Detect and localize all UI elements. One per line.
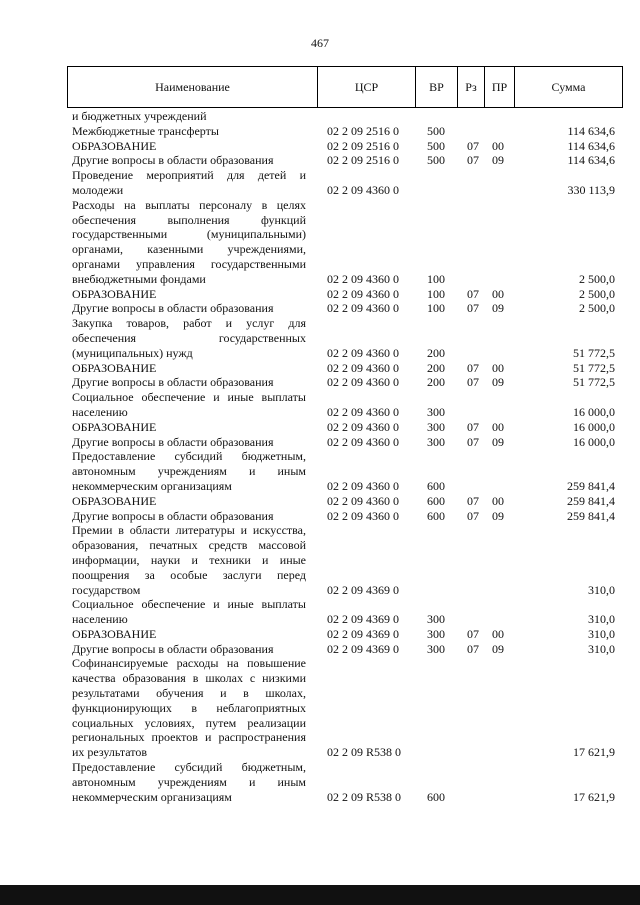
row-vr: 600 <box>427 493 445 508</box>
row-rz: 07 <box>467 419 479 434</box>
row-rz: 07 <box>467 434 479 449</box>
row-vr: 500 <box>427 138 445 153</box>
row-sum: 330 113,9 <box>567 182 615 197</box>
row-sum: 114 634,6 <box>567 138 615 153</box>
row-name: Другие вопросы в области образования <box>72 153 274 168</box>
table-row <box>0 287 640 302</box>
row-sum: 259 841,4 <box>567 508 615 523</box>
row-sum: 2 500,0 <box>579 301 615 316</box>
row-csr: 02 2 09 4360 0 <box>327 493 399 508</box>
row-pr: 09 <box>492 508 504 523</box>
row-sum: 17 621,9 <box>573 789 615 804</box>
row-csr: 02 2 09 4369 0 <box>327 626 399 641</box>
row-sum: 51 772,5 <box>573 375 615 390</box>
table-row <box>0 316 640 360</box>
row-pr: 09 <box>492 375 504 390</box>
row-csr: 02 2 09 4360 0 <box>327 508 399 523</box>
row-vr: 200 <box>427 375 445 390</box>
row-csr: 02 2 09 4360 0 <box>327 271 399 286</box>
table-body <box>0 109 640 804</box>
row-pr: 00 <box>492 138 504 153</box>
row-sum: 2 500,0 <box>579 271 615 286</box>
row-sum: 310,0 <box>588 582 615 597</box>
row-csr: 02 2 09 R538 0 <box>327 745 402 760</box>
row-csr: 02 2 09 4360 0 <box>327 419 399 434</box>
table-row <box>0 597 640 627</box>
row-sum: 259 841,4 <box>567 478 615 493</box>
row-rz: 07 <box>467 301 479 316</box>
row-csr: 02 2 09 4360 0 <box>327 360 399 375</box>
row-name: Другие вопросы в области образования <box>72 375 274 390</box>
row-name: Другие вопросы в области образования <box>72 434 274 449</box>
row-name: Другие вопросы в области образования <box>72 508 274 523</box>
row-vr: 300 <box>427 612 445 627</box>
table-row <box>0 361 640 376</box>
row-csr: 02 2 09 2516 0 <box>327 153 399 168</box>
row-csr: 02 2 09 4360 0 <box>327 478 399 493</box>
row-csr: 02 2 09 4369 0 <box>327 582 399 597</box>
row-name: Социальное обеспечение и иные выплаты населению <box>72 597 306 627</box>
header-sum: Сумма <box>551 79 586 94</box>
row-pr: 00 <box>492 286 504 301</box>
row-name: Расходы на выплаты персоналу в целях обеспечения выполнения функций государственными (муниципальными) органами, казенными учреждениями, органами управления государственными внебюджетными фондами <box>72 197 306 286</box>
row-csr: 02 2 09 4360 0 <box>327 301 399 316</box>
row-name: Другие вопросы в области образования <box>72 301 274 316</box>
row-sum: 17 621,9 <box>573 745 615 760</box>
row-csr: 02 2 09 2516 0 <box>327 123 399 138</box>
row-csr: 02 2 09 2516 0 <box>327 138 399 153</box>
row-sum: 16 000,0 <box>573 419 615 434</box>
row-vr: 100 <box>427 301 445 316</box>
row-sum: 16 000,0 <box>573 404 615 419</box>
row-name: ОБРАЗОВАНИЕ <box>72 286 157 301</box>
row-vr: 300 <box>427 434 445 449</box>
row-pr: 00 <box>492 626 504 641</box>
row-name: и бюджетных учреждений <box>72 109 207 123</box>
row-pr: 00 <box>492 419 504 434</box>
row-pr: 09 <box>492 434 504 449</box>
row-vr: 200 <box>427 345 445 360</box>
row-vr: 100 <box>427 271 445 286</box>
row-vr: 600 <box>427 789 445 804</box>
row-vr: 200 <box>427 360 445 375</box>
table-row <box>0 523 640 597</box>
row-csr: 02 2 09 4369 0 <box>327 641 399 656</box>
row-sum: 51 772,5 <box>573 360 615 375</box>
row-sum: 16 000,0 <box>573 434 615 449</box>
row-vr: 100 <box>427 286 445 301</box>
row-vr: 300 <box>427 626 445 641</box>
table-row <box>0 139 640 154</box>
row-pr: 09 <box>492 301 504 316</box>
row-rz: 07 <box>467 626 479 641</box>
row-csr: 02 2 09 4360 0 <box>327 404 399 419</box>
row-name: Софинансируемые расходы на повышение качества образования в школах с низкими результатами обучения и в школах, функционирующих в неблагоприятных социальных условиях, путем реализации региональных проектов и распространения их результатов <box>72 656 306 760</box>
row-name: ОБРАЗОВАНИЕ <box>72 493 157 508</box>
row-rz: 07 <box>467 493 479 508</box>
table-row <box>0 375 640 390</box>
table-row <box>0 124 640 139</box>
row-csr: 02 2 09 4360 0 <box>327 286 399 301</box>
header-csr: ЦСР <box>318 67 416 107</box>
table-row <box>0 198 640 287</box>
row-name: Межбюджетные трансферты <box>72 123 219 138</box>
table-row <box>0 760 640 804</box>
row-name: ОБРАЗОВАНИЕ <box>72 360 157 375</box>
row-rz: 07 <box>467 508 479 523</box>
row-csr: 02 2 09 4360 0 <box>327 345 399 360</box>
row-vr: 500 <box>427 123 445 138</box>
row-sum: 114 634,6 <box>567 123 615 138</box>
table-row <box>0 656 640 760</box>
row-vr: 600 <box>427 508 445 523</box>
row-name: Социальное обеспечение и иные выплаты населению <box>72 390 306 419</box>
row-sum: 310,0 <box>588 626 615 641</box>
row-rz: 07 <box>467 375 479 390</box>
table-row <box>0 494 640 509</box>
row-sum: 259 841,4 <box>567 493 615 508</box>
row-sum: 310,0 <box>588 641 615 656</box>
table-row <box>0 168 640 198</box>
row-name: ОБРАЗОВАНИЕ <box>72 419 157 434</box>
row-csr: 02 2 09 4369 0 <box>327 612 399 627</box>
table-row <box>0 109 640 124</box>
table-row <box>0 642 640 657</box>
row-vr: 500 <box>427 153 445 168</box>
row-rz: 07 <box>467 360 479 375</box>
row-sum: 2 500,0 <box>579 286 615 301</box>
row-name: Предоставление субсидий бюджетным, автономным учреждениям и иным некоммерческим организациям <box>72 449 306 493</box>
row-name: ОБРАЗОВАНИЕ <box>72 626 157 641</box>
row-rz: 07 <box>467 286 479 301</box>
row-vr: 300 <box>427 404 445 419</box>
row-name: Премии в области литературы и искусства, образования, печатных средств массовой информации, науки и техники и иные поощрения за особые заслуги перед государством <box>72 523 306 597</box>
table-row <box>0 435 640 450</box>
row-name: Проведение мероприятий для детей и молодежи <box>72 168 306 197</box>
row-sum: 310,0 <box>588 612 615 627</box>
row-vr: 300 <box>427 641 445 656</box>
header-pr: ПР <box>485 67 515 107</box>
page-number: 467 <box>311 36 329 50</box>
row-pr: 09 <box>492 153 504 168</box>
row-vr: 300 <box>427 419 445 434</box>
row-csr: 02 2 09 4360 0 <box>327 375 399 390</box>
row-name: Закупка товаров, работ и услуг для обеспечения государственных (муниципальных) нужд <box>72 316 306 360</box>
row-csr: 02 2 09 4360 0 <box>327 434 399 449</box>
row-rz: 07 <box>467 641 479 656</box>
row-csr: 02 2 09 4360 0 <box>327 182 399 197</box>
row-name: ОБРАЗОВАНИЕ <box>72 138 157 153</box>
header-vr: ВР <box>416 67 458 107</box>
row-vr: 600 <box>427 478 445 493</box>
table-header <box>67 66 623 108</box>
header-rz: Рз <box>458 67 485 107</box>
header-name: Наименование <box>68 67 318 107</box>
row-pr: 00 <box>492 493 504 508</box>
row-name: Другие вопросы в области образования <box>72 641 274 656</box>
scan-bottom-edge <box>0 885 640 905</box>
row-sum: 114 634,6 <box>567 153 615 168</box>
table-row <box>0 627 640 642</box>
table-row <box>0 509 640 524</box>
table-row <box>0 153 640 168</box>
row-sum: 51 772,5 <box>573 345 615 360</box>
row-rz: 07 <box>467 138 479 153</box>
table-row <box>0 390 640 420</box>
row-csr: 02 2 09 R538 0 <box>327 789 402 804</box>
row-rz: 07 <box>467 153 479 168</box>
table-row <box>0 420 640 435</box>
table-row <box>0 449 640 493</box>
row-pr: 00 <box>492 360 504 375</box>
table-row <box>0 301 640 316</box>
row-pr: 09 <box>492 641 504 656</box>
row-name: Предоставление субсидий бюджетным, автономным учреждениям и иным некоммерческим организациям <box>72 760 306 804</box>
